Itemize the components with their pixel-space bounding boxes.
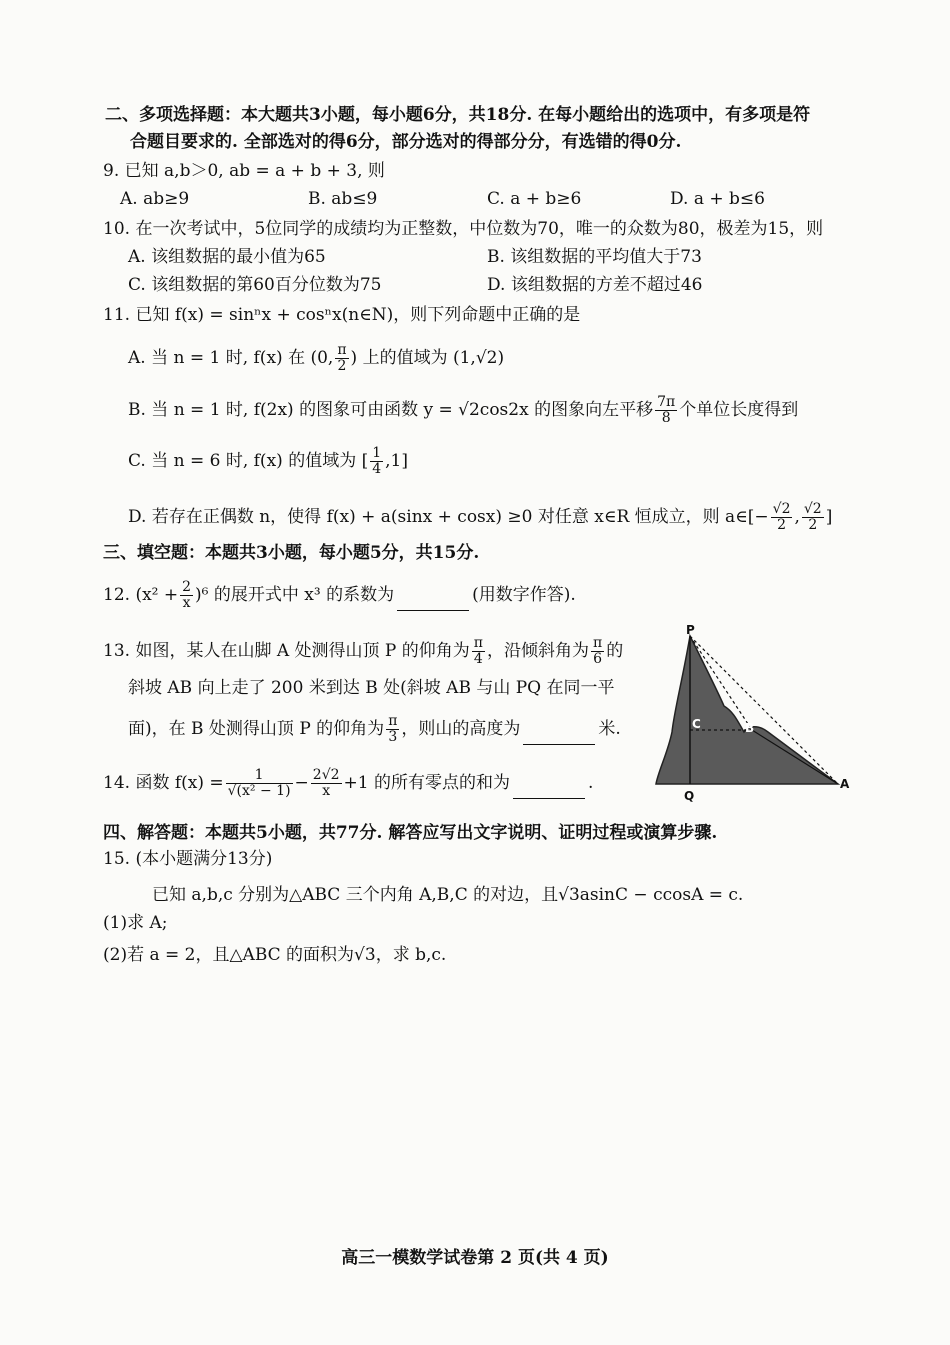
q9-option-a: A. ab≥9	[120, 189, 190, 209]
q12: 12. (x² + $\frac{2}{x}$ )⁶ 的展开式中 x³ 的系数为 (用数字作答).	[103, 579, 576, 611]
section2-heading-line1: 二、多项选择题：本大题共3小题，每小题6分，共18分. 在每小题给出的选项中，有多项是符	[105, 105, 811, 125]
q9-option-d: D. a + b≤6	[670, 189, 765, 209]
label-b: B	[745, 721, 755, 735]
label-c: C	[692, 717, 701, 731]
q11-option-d: D. 若存在正偶数 n，使得 f(x) + a(sinx + cosx) ≥0 对任意 x∈R 恒成立，则 a∈[− $\frac{√2}{2}$ , $\frac{√2}{2}$ ]	[128, 501, 833, 533]
section3-heading: 三、填空题：本题共3小题，每小题5分，共15分.	[103, 543, 480, 563]
q9-option-b: B. ab≤9	[308, 189, 378, 209]
q14: 14. 函数 f(x) = $\frac{1}{\text{√(x² − 1)}}$ − $\frac{2√2}{x}$ +1 的所有零点的和为 .	[103, 767, 594, 799]
label-p: P	[686, 623, 695, 637]
fraction: $\frac{\pi}{6}$	[592, 635, 603, 667]
page-footer: 高三一模数学试卷第 2 页(共 4 页)	[341, 1248, 609, 1268]
label-q: Q	[684, 789, 695, 803]
answer-blank	[513, 782, 585, 799]
q11-option-a: A. 当 n = 1 时, f(x) 在 (0, $\frac{\pi}{2}$ ) 上的值域为 (1,√2)	[128, 342, 505, 374]
section4-heading: 四、解答题：本题共5小题，共77分. 解答应写出文字说明、证明过程或演算步骤.	[103, 823, 718, 843]
label-a: A	[840, 777, 850, 791]
section2-heading-line2: 合题目要求的. 全部选对的得6分，部分选对的得部分分，有选错的得0分.	[130, 132, 682, 152]
fraction: $\frac{2√2}{x}$	[312, 767, 340, 799]
q11-stem: 11. 已知 f(x) = sinⁿx + cosⁿx(n∈N)，则下列命题中正确的是	[103, 305, 581, 325]
fraction: $\frac{√2}{2}$	[772, 501, 791, 533]
fraction: $\frac{\pi}{2}$	[337, 342, 347, 374]
q15-part1: (1)求 A;	[103, 913, 168, 933]
q10-option-c: C. 该组数据的第60百分位数为75	[128, 275, 382, 295]
q10-option-a: A. 该组数据的最小值为65	[128, 247, 326, 267]
fraction: $\frac{\pi}{3}$	[388, 713, 398, 745]
answer-blank	[523, 728, 595, 745]
fraction: $\frac{7\pi}{8}$	[657, 394, 676, 426]
mountain-shape	[656, 636, 838, 784]
fraction: $\frac{√2}{2}$	[803, 501, 822, 533]
q13-line3: 面)，在 B 处测得山顶 P 的仰角为 $\frac{\pi}{3}$ ，则山的高度为 米.	[128, 713, 621, 745]
fraction: $\frac{1}{4}$	[372, 445, 382, 477]
q11-option-c: C. 当 n = 6 时, f(x) 的值域为 [ $\frac{1}{4}$ ,1]	[128, 445, 409, 477]
q15-part2: (2)若 a = 2，且△ABC 的面积为√3，求 b,c.	[103, 945, 447, 965]
q13-line1: 13. 如图，某人在山脚 A 处测得山顶 P 的仰角为 $\frac{\pi}{4}$ ，沿倾斜角为 $\frac{\pi}{6}$ 的	[103, 635, 624, 667]
q11-option-b: B. 当 n = 1 时, f(2x) 的图象可由函数 y = √2cos2x 的图象向左平移 $\frac{7\pi}{8}$ 个单位长度得到	[128, 394, 799, 426]
q15-title: 15. (本小题满分13分)	[103, 849, 273, 869]
answer-blank	[397, 594, 469, 611]
q10-option-b: B. 该组数据的平均值大于73	[487, 247, 702, 267]
q10-stem: 10. 在一次考试中，5位同学的成绩均为正整数，中位数为70，唯一的众数为80，极差为15，则	[103, 219, 824, 239]
q13-line2: 斜坡 AB 向上走了 200 米到达 B 处(斜坡 AB 与山 PQ 在同一平	[128, 678, 615, 698]
fraction: $\frac{1}{\text{√(x² − 1)}}$	[227, 767, 291, 799]
mountain-figure	[648, 622, 858, 807]
q9-stem: 9. 已知 a,b＞0, ab = a + b + 3, 则	[103, 161, 385, 181]
fraction: $\frac{\pi}{4}$	[473, 635, 483, 667]
q15-stem: 已知 a,b,c 分别为△ABC 三个内角 A,B,C 的对边，且√3asinC − ccosA = c.	[152, 885, 744, 905]
q9-option-c: C. a + b≥6	[487, 189, 582, 209]
q10-option-d: D. 该组数据的方差不超过46	[487, 275, 703, 295]
fraction: $\frac{2}{x}$	[182, 579, 192, 611]
